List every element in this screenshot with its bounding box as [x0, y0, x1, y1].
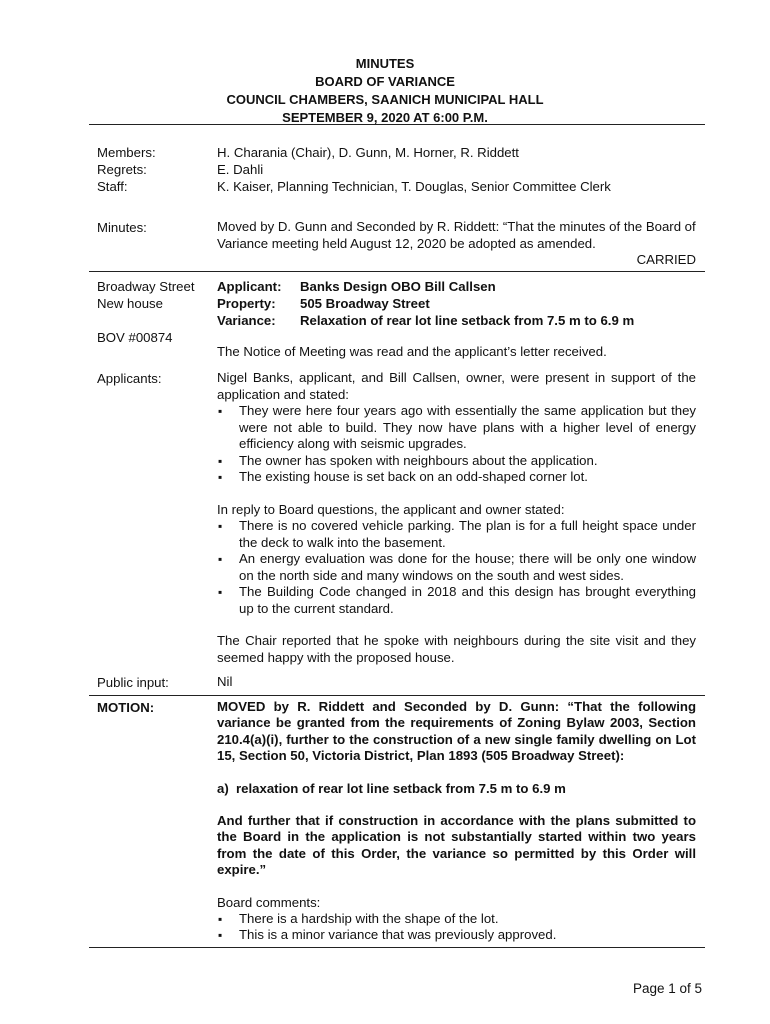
list-item: ▪ This is a minor variance that was previously approved. [217, 927, 696, 943]
motion-divider [89, 695, 705, 696]
board-comments [217, 911, 696, 944]
minutes-text: Moved by D. Gunn and Seconded by R. Riddett: “That the minutes of the Board of Variance meeting held August 12, 2020 be adopted as amended. [217, 219, 696, 251]
list-item: ▪ The Building Code changed in 2018 and this design has brought everything up to the current standard. [217, 584, 696, 617]
board-comments-label: Board comments: [217, 894, 321, 910]
reply-bullets [217, 518, 696, 617]
item-bov-number: BOV #00874 [97, 330, 173, 345]
variance-label: Variance: [217, 313, 276, 328]
regrets-label: Regrets: [97, 162, 147, 177]
property-row [217, 295, 696, 312]
public-input-label: Public input: [97, 675, 169, 690]
property-label: Property: [217, 296, 276, 311]
list-item: ▪ There is a hardship with the shape of the lot. [217, 911, 696, 927]
footer-divider [89, 947, 705, 948]
variance-value: Relaxation of rear lot line setback from 7.5 m to 6.9 m [300, 313, 635, 328]
section-divider [89, 271, 705, 272]
header-board: BOARD OF VARIANCE [315, 74, 455, 89]
motion-item-a: a) relaxation of rear lot line setback from 7.5 m to 6.9 m [217, 780, 566, 796]
applicants-bullets [217, 403, 696, 486]
list-item: ▪ The owner has spoken with neighbours about the application. [217, 453, 696, 470]
motion-section [217, 699, 696, 944]
list-item: ▪ There is no covered vehicle parking. The plan is for a full height space under the deck to walk into the basement. [217, 518, 696, 551]
applicant-label: Applicant: [217, 279, 282, 294]
applicant-value: Banks Design OBO Bill Callsen [300, 279, 496, 294]
list-item: ▪ The existing house is set back on an odd-shaped corner lot. [217, 469, 696, 486]
attendance-labels [97, 144, 156, 195]
applicants-label: Applicants: [97, 371, 162, 386]
members-value: H. Charania (Chair), D. Gunn, M. Horner, R. Riddett [217, 145, 519, 160]
header-location: COUNCIL CHAMBERS, SAANICH MUNICIPAL HALL [226, 92, 544, 107]
variance-row [217, 312, 696, 329]
minutes-section [217, 219, 696, 269]
members-label: Members: [97, 145, 156, 160]
page-number: Page 1 of 5 [632, 981, 702, 996]
staff-value: K. Kaiser, Planning Technician, T. Douglas, Senior Committee Clerk [217, 179, 611, 194]
motion-text: MOVED by R. Riddett and Seconded by D. Gunn: “That the following variance be granted from the requirements of Zoning Bylaw 2003, Section 210.4(a)(i), further to the construction of a new single family dwelling on Lot 15, Section 50, Victoria District, Plan 1893 (505 Broadway Street): [217, 699, 696, 764]
carried-label: CARRIED [636, 252, 696, 267]
applicants-section [217, 370, 696, 666]
item-street: Broadway Street [97, 279, 195, 294]
header-divider [89, 124, 705, 125]
staff-label: Staff: [97, 179, 128, 194]
minutes-label: Minutes: [97, 220, 147, 235]
item-details [217, 278, 696, 329]
list-item: ▪ An energy evaluation was done for the house; there will be only one window on the north side and many windows on the south and west sides. [217, 551, 696, 584]
motion-further: And further that if construction in accordance with the plans submitted to the Board in the application is not substantially started within two years from the date of this Order, the variance so permitted by this Order will expire.” [217, 813, 696, 878]
header-title: MINUTES [355, 56, 415, 71]
motion-label: MOTION: [97, 700, 155, 715]
applicant-row [217, 278, 696, 295]
property-value: 505 Broadway Street [300, 296, 430, 311]
item-side-labels [97, 278, 195, 346]
item-type: New house [97, 296, 163, 311]
public-input-value: Nil [217, 674, 233, 689]
regrets-value: E. Dahli [217, 162, 264, 177]
reply-intro: In reply to Board questions, the applicant and owner stated: [217, 501, 565, 517]
notice-text: The Notice of Meeting was read and the applicant’s letter received. [217, 344, 607, 359]
list-item: ▪ They were here four years ago with essentially the same application but they were not able to build. They now have plans with a higher level of energy efficiency along with seismic upgrades. [217, 403, 696, 453]
chair-report: The Chair reported that he spoke with neighbours during the site visit and they seemed happy with the proposed house. [217, 633, 696, 665]
attendance-values [217, 144, 696, 195]
applicants-intro: Nigel Banks, applicant, and Bill Callsen, owner, were present in support of the application and stated: [217, 370, 696, 402]
header-date: SEPTEMBER 9, 2020 AT 6:00 P.M. [282, 110, 488, 125]
document-header [0, 55, 770, 127]
